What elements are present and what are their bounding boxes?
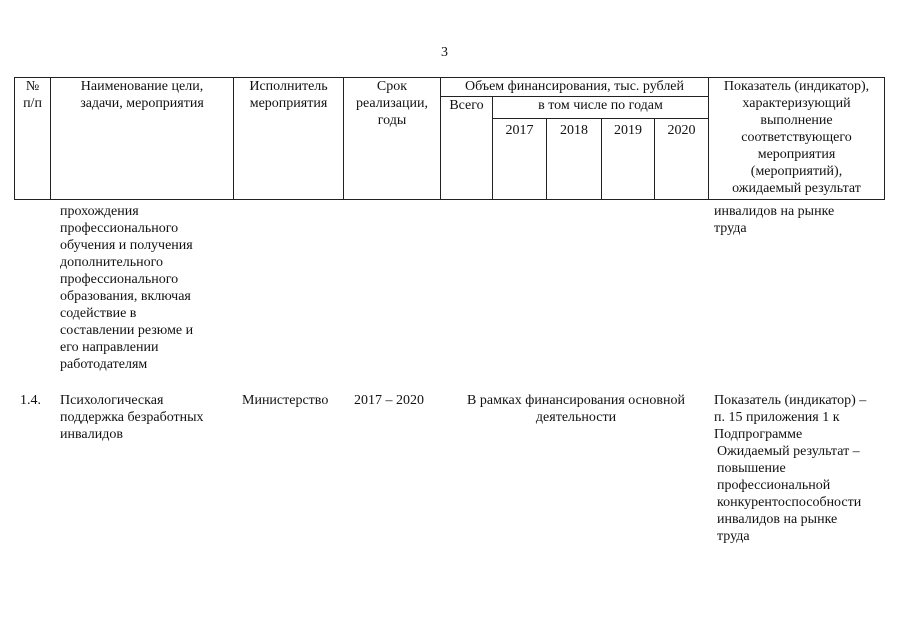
- border-right: [884, 77, 885, 200]
- header-indicator: Показатель (индикатор), характеризующий выполнение соответствующего мероприятия (мероприятий), ожидаемый результат: [723, 79, 870, 196]
- header-num: № п/п: [23, 79, 42, 111]
- header-name: Наименование цели, задачи, мероприятия: [80, 79, 204, 111]
- header-term: Срок реализации, годы: [356, 79, 428, 128]
- row-funding: В рамках финансирования основной деятельности: [467, 393, 685, 425]
- header-executor: Исполнитель мероприятия: [249, 79, 328, 111]
- header-year-2018: 2018: [560, 123, 588, 138]
- header-year-2017: 2017: [505, 123, 534, 138]
- header-funding: Объем финансирования, тыс. рублей: [464, 79, 685, 94]
- continuation-indicator: инвалидов на рынке труда: [714, 204, 835, 236]
- continuation-name: прохождения профессионального обучения и получения дополнительного профессионального образования, включая содействие в составлении резюме и его направлении работодателям: [60, 204, 194, 372]
- row-num: 1.4.: [20, 393, 41, 408]
- row-indicator-main: Показатель (индикатор) – п. 15 приложения 1 к Подпрограмме: [714, 393, 867, 442]
- header-year-2020: 2020: [667, 123, 696, 138]
- header-by-years: в том числе по годам: [538, 98, 663, 113]
- header-total: Всего: [449, 98, 484, 113]
- page-number: 3: [441, 45, 448, 60]
- border-after-term: [440, 77, 441, 200]
- header-year-2019: 2019: [614, 123, 642, 138]
- row-indicator-result: Ожидаемый результат – повышение профессиональной конкурентоспособности инвалидов на рынке труда: [717, 444, 862, 544]
- row-executor: Министерство: [242, 393, 329, 408]
- row-name: Психологическая поддержка безработных инвалидов: [60, 393, 204, 442]
- table-header-bottom-border: [14, 199, 885, 200]
- row-term: 2017 – 2020: [354, 393, 424, 408]
- years-subheader-line: [492, 118, 708, 119]
